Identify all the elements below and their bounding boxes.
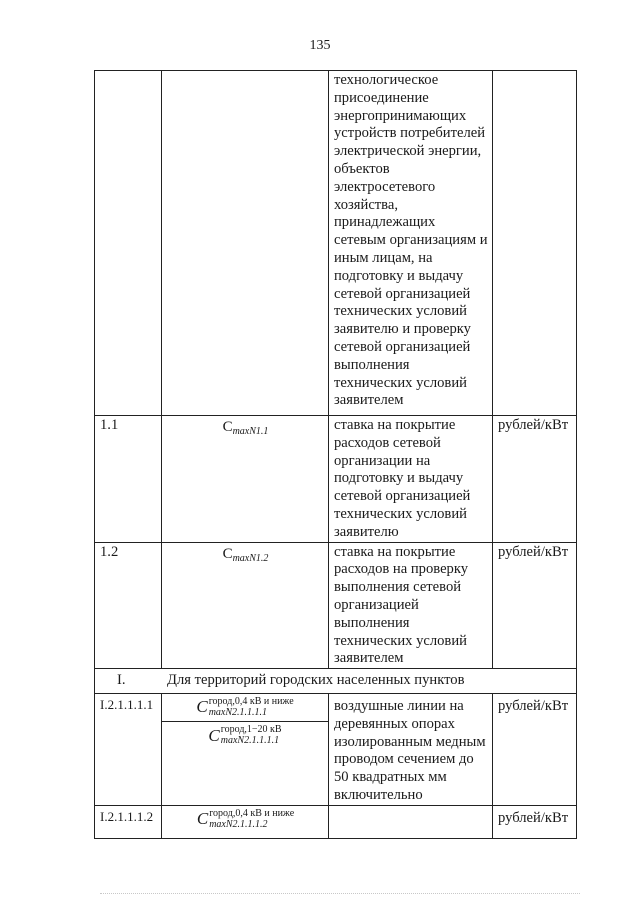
num-cell [95,71,162,416]
table-row [95,805,577,838]
tariff-table [94,70,577,839]
table-row [95,416,577,543]
table-row [95,693,577,805]
formula-low-voltage [162,694,328,722]
symbol-cell [162,416,329,543]
symbol-cell [162,805,329,838]
description-cell: ставка на покрытие расходов на проверку выполнения сетевой организацией выполнения технических условий заявителем [329,542,493,669]
formula-mid-voltage [162,722,328,799]
symbol-cell [162,693,329,805]
num-cell: I.2.1.1.1.2 [95,805,162,838]
section-title: Для территорий городских населенных пунктов [167,672,465,689]
description-cell: ставка на покрытие расходов сетевой организации на подготовку и выдачу сетевой организацией технических условий заявителю [329,416,493,543]
table-row [95,542,577,669]
description-cell [329,805,493,838]
formula-superscript: город,0,4 кВ и ниже [208,695,294,707]
formula-subscript: maxN2.1.1.1.1 [208,706,268,718]
num-cell: 1.1 [95,416,162,543]
num-cell: 1.2 [95,542,162,669]
section-number: I. [117,672,126,689]
description-cell: воздушные линии на деревянных опорах изолированным медным проводом сечением до 50 квадратных мм включительно [329,693,493,805]
section-cell [95,669,577,694]
symbol-cell [162,542,329,669]
symbol-subscript: maxN1.1 [232,426,269,437]
formula-letter: C [196,809,209,829]
table-row [95,71,577,416]
formula-superscript: город,1−20 кВ [220,724,282,736]
section-row [95,669,577,694]
unit-cell: рублей/кВт [493,416,577,543]
formula-superscript: город,0,4 кВ и ниже [209,807,295,819]
unit-cell: рублей/кВт [493,542,577,669]
symbol-cell [162,71,329,416]
formula-letter: C [196,697,208,717]
description-cell: технологическое присоединение энергопринимающих устройств потребителей электрической энергии, объектов электросетевого хозяйства, принадлежащих сетевым организациям и иным лицам, на подготовку и выдачу сетевой организацией технических условий заявителю и проверку сетевой организацией выполнения технических условий заявителем [329,71,493,416]
unit-cell [493,71,577,416]
unit-cell: рублей/кВт [493,805,577,838]
num-cell: I.2.1.1.1.1 [95,693,162,805]
formula-letter: C [208,725,220,745]
symbol-letter: C [222,545,233,562]
unit-cell: рублей/кВт [493,693,577,805]
symbol-subscript: maxN1.2 [232,552,269,564]
symbol-letter: C [222,419,233,435]
formula-subscript: maxN2.1.1.1.1 [220,735,280,747]
page-number: 135 [309,38,331,53]
scan-artifact-line [100,893,580,894]
formula-subscript: maxN2.1.1.1.2 [209,818,268,830]
